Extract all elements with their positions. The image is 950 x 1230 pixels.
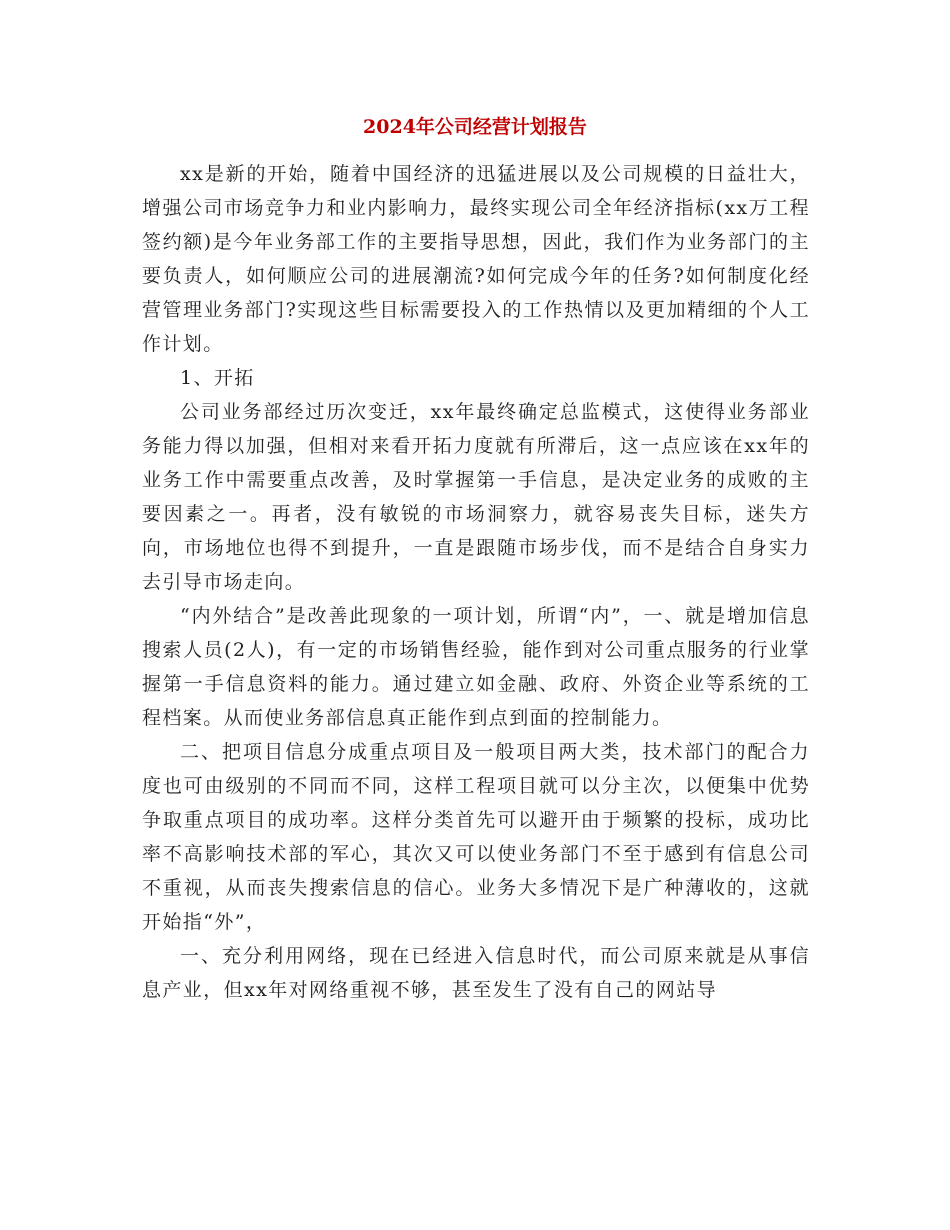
paragraph-intro: xx是新的开始，随着中国经济的迅猛进展以及公司规模的日益壮大，增强公司市场竞争力和业内影响力，最终实现公司全年经济指标(xx万工程签约额)是今年业务部工作的主要指导思想，因此，我们作为业务部门的主要负责人，如何顺应公司的进展潮流?如何完成今年的任务?如何制度化经营管理业务部门?实现这些目标需要投入的工作热情以及更加精细的个人工作计划。 <box>142 163 810 355</box>
document-body <box>142 157 810 1007</box>
paragraph-project-classification: 二、把项目信息分成重点项目及一般项目两大类，技术部门的配合力度也可由级别的不同而不同，这样工程项目就可以分主次，以便集中优势争取重点项目的成功率。这样分类首先可以避开由于频繁的投标，成功比率不高影响技术部的军心，其次又可以使业务部门不至于感到有信息公司不重视，从而丧失搜索信息的信心。业务大多情况下是广种薄收的，这就开始指“外”， <box>142 741 810 933</box>
paragraph-expansion: 公司业务部经过历次变迁，xx年最终确定总监模式，这使得业务部业务能力得以加强，但相对来看开拓力度就有所滞后，这一点应该在xx年的业务工作中需要重点改善，及时掌握第一手信息，是决定业务的成败的主要因素之一。再者，没有敏锐的市场洞察力，就容易丧失目标，迷失方向，市场地位也得不到提升，一直是跟随市场步伐，而不是结合自身实力去引导市场走向。 <box>142 401 810 593</box>
paragraph-network: 一、充分利用网络，现在已经进入信息时代，而公司原来就是从事信息产业，但xx年对网络重视不够，甚至发生了没有自己的网站导 <box>142 945 810 1001</box>
paragraph-inner-outer: “内外结合”是改善此现象的一项计划，所谓“内”，一、就是增加信息搜索人员(2人)，有一定的市场销售经验，能作到对公司重点服务的行业掌握第一手信息资料的能力。通过建立如金融、政府、外资企业等系统的工程档案。从而使业务部信息真正能作到点到面的控制能力。 <box>142 605 810 729</box>
paragraph-heading-1: 1、开拓 <box>180 367 255 389</box>
document-title: 2024年公司经营计划报告 <box>363 116 587 138</box>
